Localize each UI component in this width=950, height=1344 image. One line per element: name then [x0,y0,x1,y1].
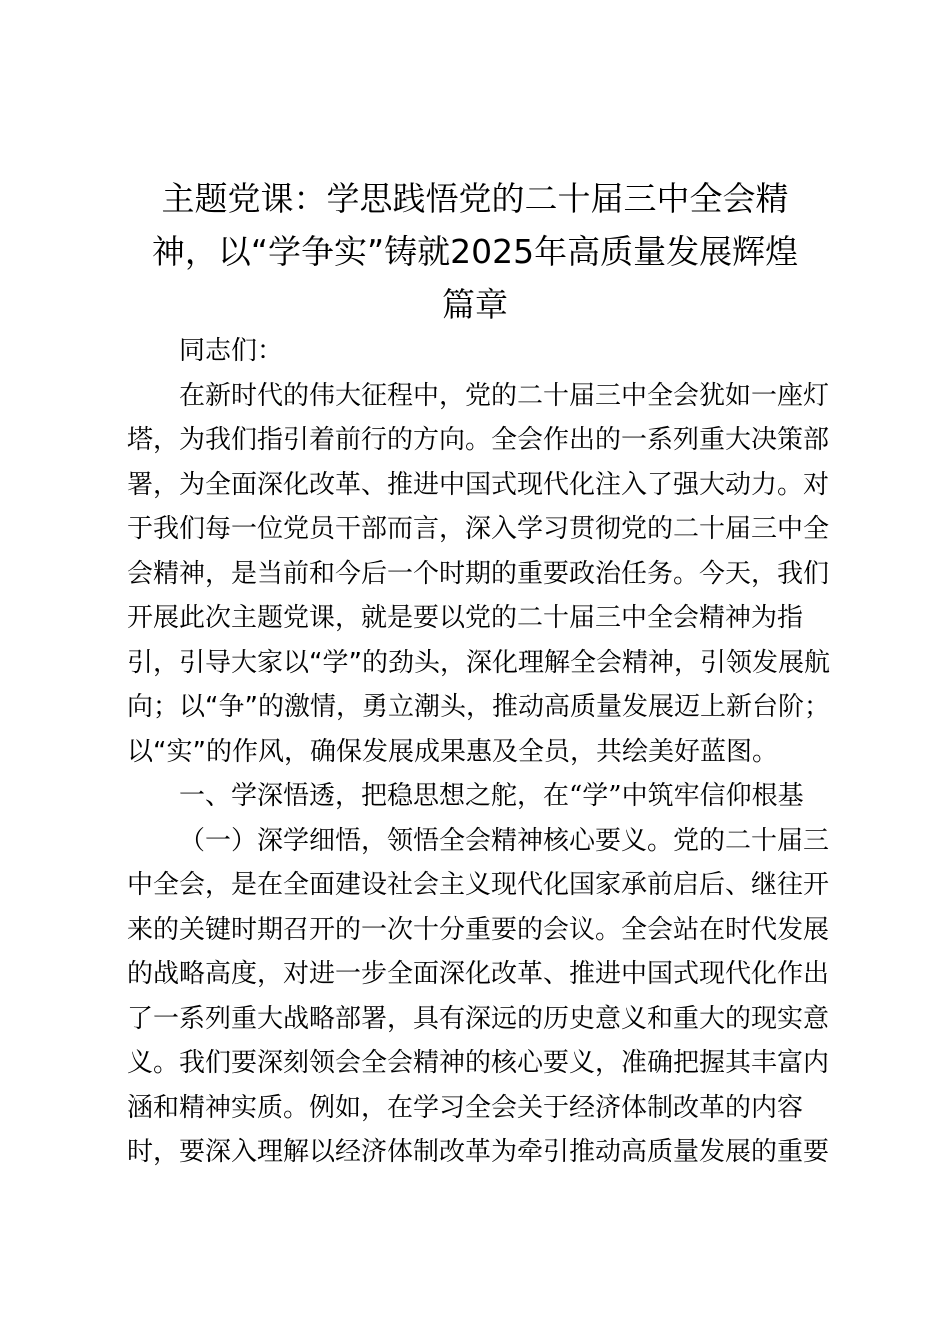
text-line: 中全会，是在全面建设社会主义现代化国家承前启后、继往开 [127,870,830,900]
text-line: （一）深学细悟，领悟全会精神核心要义。党的二十届三 [179,825,830,856]
text-line: 会精神，是当前和今后一个时期的重要政治任务。今天，我们 [127,558,830,589]
document-body [127,329,830,1175]
section-heading: 一、学深悟透，把稳思想之舵，在“学”中筑牢信仰根基 [179,781,804,811]
text-line: 义。我们要深刻领会全会精神的核心要义，准确把握其丰富内 [127,1048,830,1078]
text-line: 来的关键时期召开的一次十分重要的会议。全会站在时代发展 [127,914,830,945]
text-line: 以“实”的作风，确保发展成果惠及全员，共绘美好蓝图。 [127,736,778,767]
text-line: 时，要深入理解以经济体制改革为牵引推动高质量发展的重要 [127,1137,830,1167]
title-line: 神，以“学争实”铸就2025年高质量发展辉煌 [151,232,799,271]
section-heading-paragraph [127,774,827,819]
text-line: 了一系列重大战略部署，具有深远的历史意义和重大的现实意 [127,1003,830,1034]
text-line: 向；以“争”的激情，勇立潮头，推动高质量发展迈上新台阶； [127,692,830,722]
text-line: 开展此次主题党课，就是要以党的二十届三中全会精神为指 [127,603,804,633]
salutation-paragraph [127,329,827,374]
title-line: 主题党课：学思践悟党的二十届三中全会精 [161,179,789,218]
subsection-paragraph [127,819,830,1175]
text-line: 在新时代的伟大征程中，党的二十届三中全会犹如一座灯 [179,380,830,411]
text-line: 的战略高度，对进一步全面深化改革、推进中国式现代化作出 [127,959,830,989]
text-line: 引，引导大家以“学”的劲头，深化理解全会精神，引领发展航 [127,647,830,678]
text-line: 塔，为我们指引着前行的方向。全会作出的一系列重大决策部 [127,425,830,455]
text-line: 署，为全面深化改革、推进中国式现代化注入了强大动力。对 [127,469,830,500]
text-line: 于我们每一位党员干部而言，深入学习贯彻党的二十届三中全 [127,514,830,544]
intro-paragraph [127,374,830,775]
text-line: 涵和精神实质。例如，在学习全会关于经济体制改革的内容 [127,1092,804,1123]
salutation: 同志们： [179,336,284,366]
document-title [110,172,840,331]
title-line: 篇章 [442,285,508,324]
